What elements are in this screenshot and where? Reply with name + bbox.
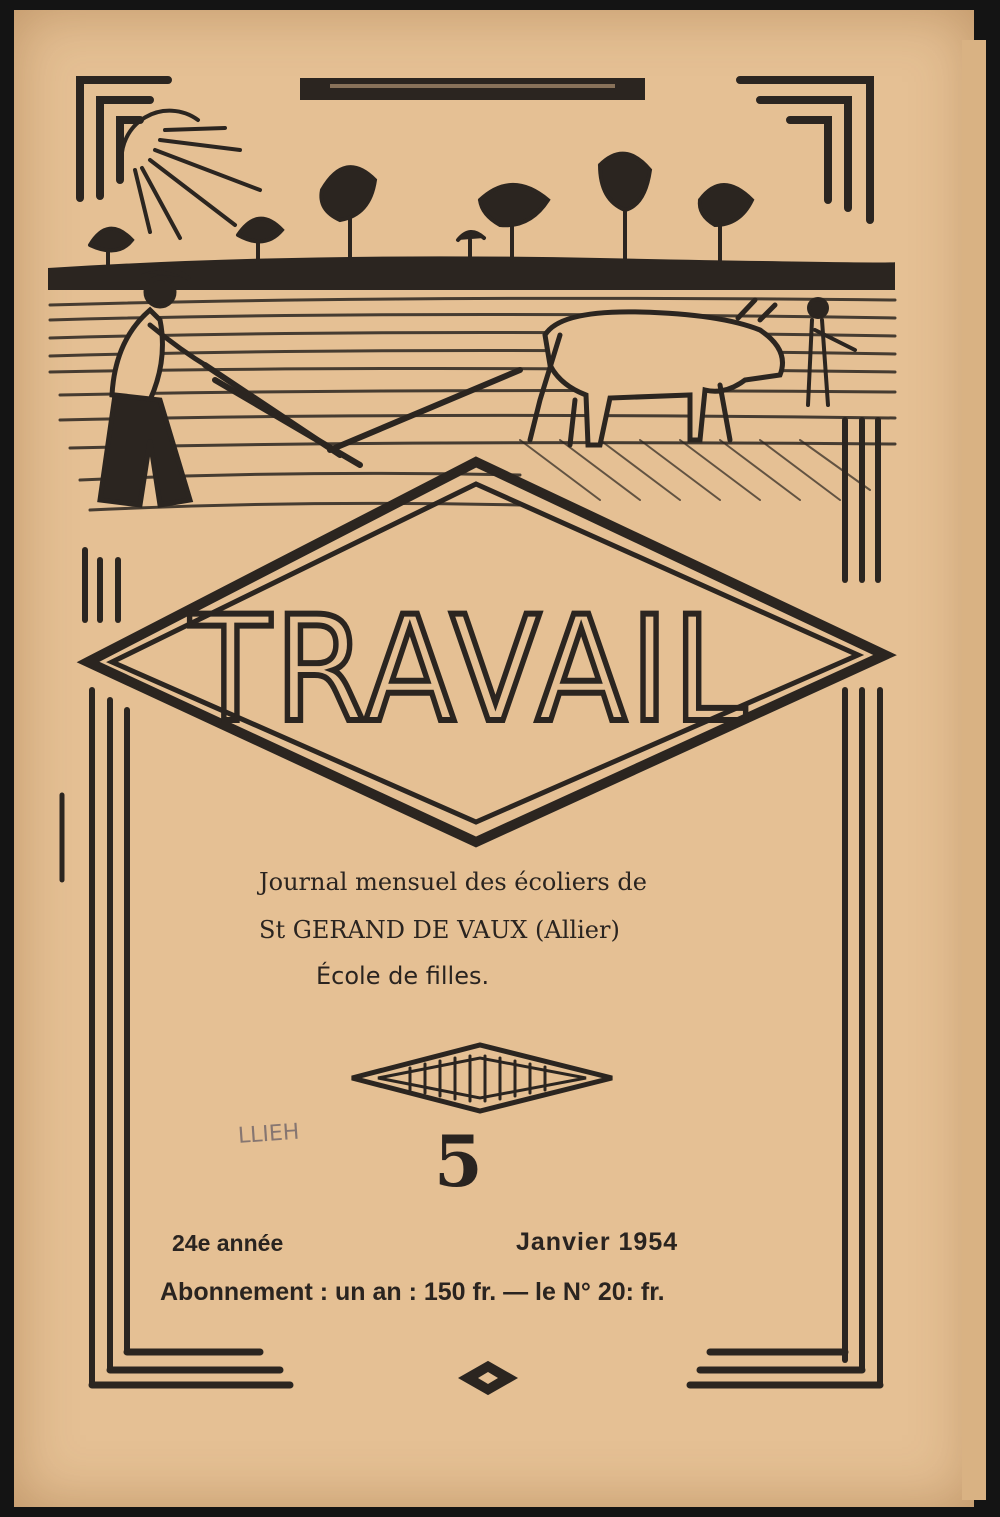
field-hatching — [520, 440, 870, 500]
issue-number: 5 — [434, 1120, 483, 1203]
subtitle-line-3: École de filles. — [316, 962, 490, 990]
sun-icon — [122, 111, 260, 238]
corner-ornament-bottom-right — [690, 1352, 880, 1385]
library-stamp: LLIEH — [237, 1119, 301, 1149]
subtitle-line-1: Journal mensuel des écoliers de — [259, 868, 647, 896]
issue-date: Janvier 1954 — [516, 1228, 679, 1256]
masthead-title: TRAVAIL — [189, 585, 751, 755]
subscription-line: Abonnement : un an : 150 fr. — le N° 20: fr. — [160, 1278, 665, 1306]
side-rules-right — [845, 420, 880, 1385]
diamond-ornament-center — [352, 1045, 612, 1111]
oxen-figure — [530, 300, 783, 445]
corner-ornament-bottom-left — [92, 1352, 290, 1385]
top-ornament-bar — [300, 78, 645, 100]
year-label: 24e année — [172, 1230, 284, 1256]
corner-ornament-top-right — [740, 80, 870, 220]
subtitle-line-2: St GERAND DE VAUX (Allier) — [259, 916, 620, 944]
diamond-ornament-bottom — [460, 1362, 516, 1394]
